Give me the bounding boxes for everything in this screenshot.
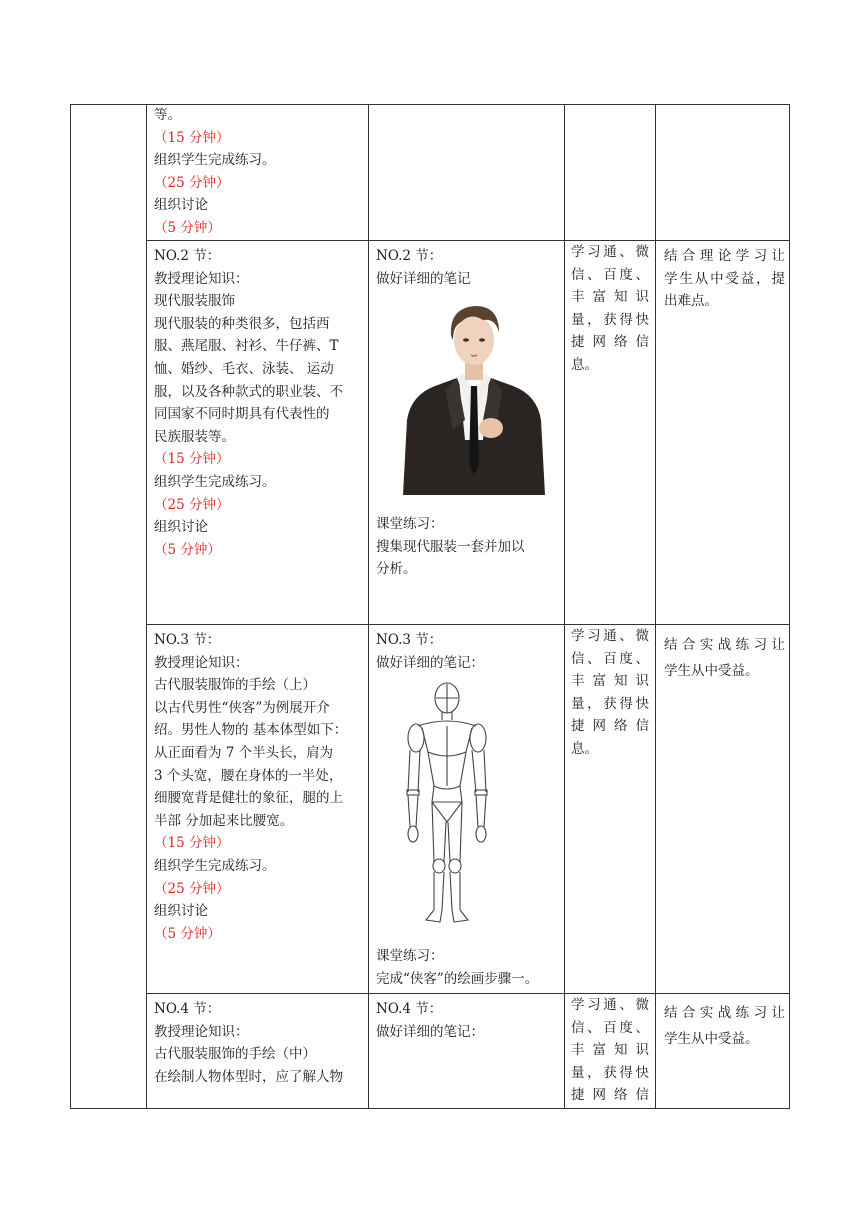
content-line: 恤、婚纱、毛衣、泳装、 运动 (154, 360, 334, 377)
duration-line: （5 分钟） (154, 541, 221, 558)
section-heading: NO.4 节： (154, 1001, 221, 1017)
table-left-border (70, 104, 71, 1109)
content-line: 古代服装服饰的手绘（上） (154, 677, 316, 694)
content-line: 组织讨论 (154, 903, 208, 920)
content-line: 以古代男性“侠客”为例展开介 (154, 699, 330, 716)
figure-sketch-illustration (400, 682, 500, 932)
content-line: 做好详细的笔记： (376, 1023, 484, 1040)
content-line: 捷网络信 (571, 1087, 649, 1104)
row-divider (146, 624, 790, 625)
teaching-content-cell (154, 629, 364, 945)
resources-cell (571, 625, 649, 761)
duration-line: （5 分钟） (154, 219, 221, 236)
content-line: 半部 分加起来比腰宽。 (154, 812, 294, 829)
resources-cell (571, 994, 649, 1107)
student-activity-cell (376, 513, 560, 581)
content-line: 学生从中受益，提 (664, 270, 785, 287)
duration-line: （25 分钟） (154, 880, 230, 897)
row-divider (146, 993, 790, 994)
teaching-content-cell (154, 104, 364, 240)
column-divider (368, 104, 369, 1109)
content-line: 捷网络信 (571, 718, 649, 735)
content-line: 学生从中受益。 (664, 663, 759, 679)
content-line: 信、百度、 (571, 1019, 649, 1036)
content-line: 息。 (571, 740, 598, 757)
section-heading: NO.2 节： (154, 248, 221, 264)
content-line: 做好详细的笔记 (376, 270, 471, 287)
content-line: 服，以及各种款式的职业装、不 (154, 383, 343, 400)
teaching-content-cell (154, 998, 364, 1088)
content-line: 绍。男性人物的 基本体型如下： (154, 722, 348, 739)
row-divider (146, 240, 790, 241)
content-line: 结合理论学习让 (664, 248, 785, 264)
content-line: 教授理论知识： (154, 270, 249, 287)
student-activity-cell (376, 998, 560, 1043)
content-line: 现代服装的种类很多，包括西 (154, 315, 330, 332)
content-line: 息。 (571, 356, 598, 373)
content-line: 组织学生完成练习。 (154, 152, 276, 169)
content-line: 结合实战练习让 (664, 637, 785, 653)
student-activity-cell (376, 245, 560, 290)
content-line: 学习通、微 (571, 628, 649, 644)
duration-line: （15 分钟） (154, 835, 230, 852)
goal-cell (664, 1000, 785, 1052)
section-heading: NO.4 节： (376, 1001, 443, 1017)
content-line: 在绘制人物体型时，应了解人物 (154, 1068, 343, 1085)
content-line: 组织讨论 (154, 197, 208, 214)
content-line: 教授理论知识： (154, 1023, 249, 1040)
column-divider (146, 104, 147, 1109)
exercise-heading: 课堂练习： (376, 516, 444, 532)
content-line: 做好详细的笔记： (376, 654, 484, 671)
content-line: 等。 (154, 107, 181, 123)
section-heading: NO.3 节： (154, 632, 221, 648)
modern-suit-illustration (395, 300, 553, 495)
exercise-heading: 课堂练习： (376, 948, 444, 964)
table-bottom-border (70, 1108, 790, 1109)
content-line: 学习通、微 (571, 997, 649, 1013)
student-activity-cell (376, 629, 560, 674)
content-line: 出难点。 (664, 293, 718, 310)
content-line: 组织讨论 (154, 519, 208, 536)
content-line: 丰富知识 (571, 673, 649, 690)
duration-line: （25 分钟） (154, 496, 230, 513)
goal-cell (664, 245, 785, 313)
content-line: 同国家不同时期具有代表性的 (154, 406, 330, 423)
content-line: 组织学生完成练习。 (154, 857, 276, 874)
content-line: 教授理论知识： (154, 654, 249, 671)
content-line: 从正面看为 7 个半头长，肩为 (154, 744, 334, 761)
section-heading: NO.2 节： (376, 248, 443, 264)
content-line: 丰富知识 (571, 1042, 649, 1059)
content-line: 量，获得快 (571, 1064, 649, 1081)
duration-line: （15 分钟） (154, 129, 230, 146)
content-line: 细腰宽背是健壮的象征，腿的上 (154, 790, 343, 807)
content-line: 信、百度、 (571, 266, 649, 283)
content-line: 服、燕尾服、衬衫、牛仔裤、T (154, 338, 339, 355)
content-line: 民族服装等。 (154, 428, 235, 445)
teaching-content-cell (154, 245, 364, 561)
content-line: 完成“侠客”的绘画步骤一。 (376, 970, 539, 987)
duration-line: （25 分钟） (154, 174, 230, 191)
student-activity-cell (376, 945, 560, 990)
content-line: 组织学生完成练习。 (154, 473, 276, 490)
section-heading: NO.3 节： (376, 632, 443, 648)
content-line: 量，获得快 (571, 311, 649, 328)
column-divider (564, 104, 565, 1109)
content-line: 学生从中受益。 (664, 1031, 759, 1047)
table-right-border (789, 104, 790, 1109)
content-line: 3 个头宽，腰在身体的一半处， (154, 767, 343, 784)
goal-cell (664, 632, 785, 684)
resources-cell (571, 241, 649, 377)
column-divider (655, 104, 656, 1109)
content-line: 捷网络信 (571, 334, 649, 351)
content-line: 学习通、微 (571, 244, 649, 260)
content-line: 结合实战练习让 (664, 1005, 785, 1021)
duration-line: （5 分钟） (154, 925, 221, 942)
duration-line: （15 分钟） (154, 451, 230, 468)
content-line: 量，获得快 (571, 695, 649, 712)
content-line: 丰富知识 (571, 289, 649, 306)
content-line: 搜集现代服装一套并加以 (376, 538, 525, 555)
content-line: 分析。 (376, 561, 417, 578)
content-line: 现代服装服饰 (154, 293, 235, 310)
content-line: 古代服装服饰的手绘（中） (154, 1046, 316, 1063)
content-line: 信、百度、 (571, 650, 649, 667)
